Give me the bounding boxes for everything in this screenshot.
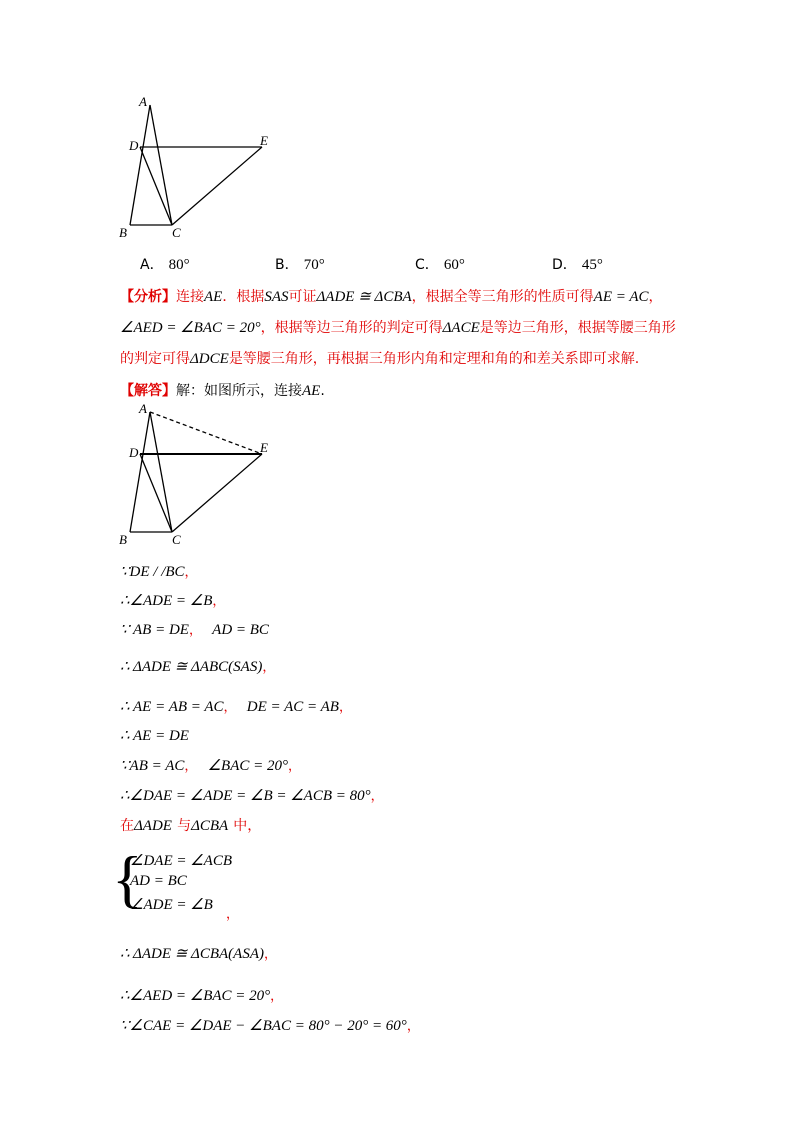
label-b: B [119,532,127,547]
option-c-letter: C． [415,257,439,273]
step-1: ∵DE / /BC， [120,564,198,580]
in-triangles-line: 在ΔADE 与ΔCBA 中， [120,818,262,834]
step-2: ∴∠ADE = ∠B， [120,593,226,609]
option-b-value: 70° [303,257,325,273]
option-d-value: 45° [581,257,603,273]
option-b-letter: B． [275,257,299,273]
segment-ec [172,147,262,225]
figure-1 [110,90,290,240]
label-c: C [172,532,181,547]
segment-dc [140,454,172,532]
label-e: E [260,440,268,455]
system-row-2: AD = BC [130,873,187,889]
segment-ae-dashed [150,412,262,454]
option-a-value: 80° [168,257,190,273]
segment-ec [172,454,262,532]
figure-2 [110,397,290,547]
segment-dc [140,147,172,225]
analysis-line-2: ∠AED = ∠BAC = 20°，根据等边三角形的判定可得ΔACE是等边三角形，根据等腰三角形 [120,320,676,336]
step-7: ∵AB = AC， ∠BAC = 20°， [120,758,301,774]
label-a: A [139,94,147,109]
segment-ac [150,105,172,225]
option-c-value: 60° [443,257,465,273]
option-d[interactable] [552,254,603,274]
step-10: ∴∠AED = ∠BAC = 20°， [120,988,284,1004]
label-d: D [129,445,139,460]
system-row-3: ∠ADE = ∠B [130,897,213,913]
label-d: D [129,138,139,153]
step-6: ∴ AE = DE [120,728,189,744]
option-c[interactable] [415,254,465,274]
segment-ac [150,412,172,532]
system-row-1: ∠DAE = ∠ACB [130,853,233,869]
label-c: C [172,225,181,240]
solution-heading: 【解答】 [120,383,176,399]
step-9: ∴ ΔADE ≅ ΔCBA(ASA)， [120,946,278,962]
option-a[interactable] [140,254,190,274]
option-b[interactable] [275,254,325,274]
solution-line: 【解答】解：如图所示，连接AE. [120,383,325,399]
step-3: ∵ AB = DE， AD = BC [120,622,269,638]
analysis-heading: 【分析】 [120,289,176,305]
step-5: ∴ AE = AB = AC， DE = AC = AB， [120,699,352,715]
label-b: B [119,225,127,240]
system-brace: { [112,843,143,914]
analysis-line-3: 的判定可得ΔDCE是等腰三角形，再根据三角形内角和定理和角的和差关系即可求解. [120,351,640,367]
option-a-letter: A． [140,257,164,273]
step-8: ∴∠DAE = ∠ADE = ∠B = ∠ACB = 80°， [120,788,384,804]
system-comma: ， [226,907,240,922]
option-d-letter: D． [552,257,577,273]
step-11: ∵∠CAE = ∠DAE − ∠BAC = 80° − 20° = 60°， [120,1018,420,1034]
label-a: A [139,401,147,416]
step-4: ∴ ΔADE ≅ ΔABC(SAS)， [120,659,276,675]
analysis-line-1: 【分析】连接AE．根据SAS可证ΔADE ≅ ΔCBA，根据全等三角形的性质可得AE = AC， [120,289,663,305]
label-e: E [260,133,268,148]
